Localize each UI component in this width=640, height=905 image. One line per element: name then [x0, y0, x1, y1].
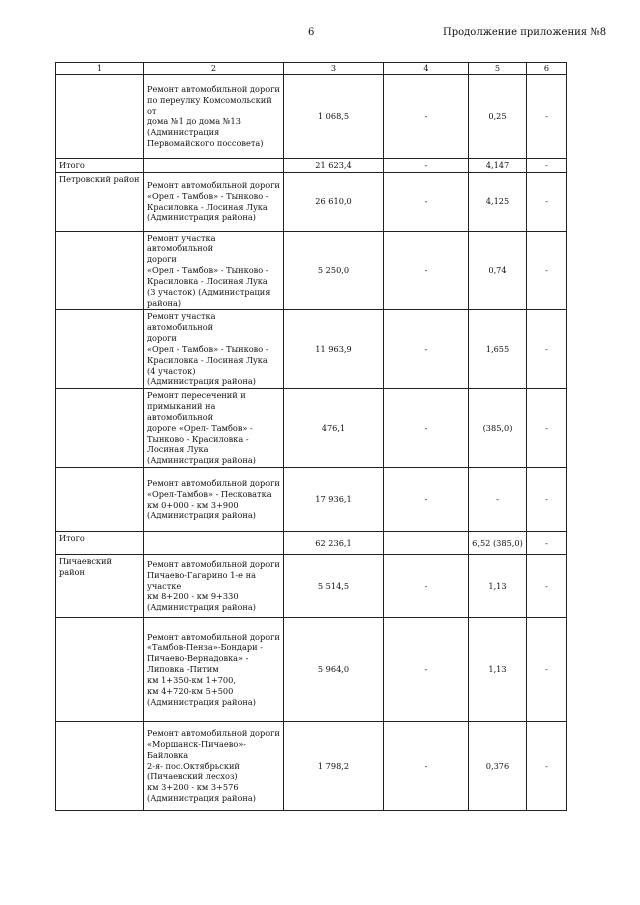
amount-cell: 21 623,4 [284, 158, 384, 172]
amount-cell: 1 068,5 [284, 74, 384, 158]
col6-cell: - [527, 468, 567, 532]
work-description-cell: Ремонт участка автомобильной дороги «Орел - Тамбов» - Тынково - Красиловка - Лосиная Лука (4 участок) (Администрация района) [144, 310, 284, 389]
district-cell [56, 231, 144, 310]
header-cell: 3 [284, 63, 384, 75]
table-row [56, 468, 567, 532]
work-description-cell: Ремонт автомобильной дороги Пичаево-Гагарино 1-е на участке км 8+200 - км 9+330 (Администрация района) [144, 555, 284, 618]
table-row [56, 389, 567, 468]
header-cell: 2 [144, 63, 284, 75]
table-row [56, 618, 567, 722]
table-row [56, 310, 567, 389]
district-cell: Петровский район [56, 172, 144, 231]
district-cell [56, 389, 144, 468]
work-description-cell: Ремонт автомобильной дороги «Орел - Тамбов» - Тынково - Красиловка - Лосиная Лука (Администрация района) [144, 172, 284, 231]
col6-cell: - [527, 158, 567, 172]
length-cell: 6,52 (385,0) [469, 532, 527, 555]
work-description-cell: Ремонт автомобильной дороги «Тамбов-Пенза»-Бондари - Пичаево-Вернадовка» - Липовка -Питим км 1+350-км 1+700, км 4+720-км 5+500 (Администрация района) [144, 618, 284, 722]
length-cell: 0,25 [469, 74, 527, 158]
col6-cell: - [527, 310, 567, 389]
header-cell: 5 [469, 63, 527, 75]
header-cell: 6 [527, 63, 567, 75]
district-cell [56, 468, 144, 532]
col4-cell [384, 532, 469, 555]
length-cell: 0,376 [469, 722, 527, 811]
col4-cell: - [384, 158, 469, 172]
col4-cell: - [384, 468, 469, 532]
amount-cell: 5 250,0 [284, 231, 384, 310]
table-row [56, 231, 567, 310]
table-row [56, 555, 567, 618]
amount-cell: 1 798,2 [284, 722, 384, 811]
header-cell: 4 [384, 63, 469, 75]
district-cell [56, 310, 144, 389]
district-cell: Итого [56, 532, 144, 555]
length-cell: 4,147 [469, 158, 527, 172]
col4-cell: - [384, 555, 469, 618]
col4-cell: - [384, 618, 469, 722]
col6-cell: - [527, 389, 567, 468]
work-description-cell [144, 532, 284, 555]
district-cell [56, 618, 144, 722]
amount-cell: 476,1 [284, 389, 384, 468]
work-description-cell: Ремонт автомобильной дороги по переулку Комсомольский от дома №1 до дома №13 (Администрация Первомайского поссовета) [144, 74, 284, 158]
page-number: 6 [308, 27, 315, 38]
col6-cell: - [527, 555, 567, 618]
length-cell: 1,13 [469, 618, 527, 722]
length-cell: 0,74 [469, 231, 527, 310]
col6-cell: - [527, 532, 567, 555]
col6-cell: - [527, 618, 567, 722]
work-description-cell [144, 158, 284, 172]
work-description-cell: Ремонт пересечений и примыканий на автомобильной дороге «Орел- Тамбов» - Тынково - Красиловка - Лосиная Лука (Администрация района) [144, 389, 284, 468]
appendix-continuation-title: Продолжение приложения №8 [443, 27, 607, 38]
appendix-table [55, 62, 567, 811]
col4-cell: - [384, 310, 469, 389]
table-row [56, 532, 567, 555]
col6-cell: - [527, 74, 567, 158]
amount-cell: 11 963,9 [284, 310, 384, 389]
amount-cell: 5 964,0 [284, 618, 384, 722]
district-cell: Итого [56, 158, 144, 172]
col6-cell: - [527, 231, 567, 310]
work-description-cell: Ремонт автомобильной дороги «Орел-Тамбов» - Песковатка км 0+000 - км 3+900 (Администрация района) [144, 468, 284, 532]
col4-cell: - [384, 74, 469, 158]
table-row [56, 74, 567, 158]
amount-cell: 17 936,1 [284, 468, 384, 532]
work-description-cell: Ремонт автомобильной дороги «Моршанск-Пичаево»-Байловка 2-я- пос.Октябрьский (Пичаевский лесхоз) км 3+200 - км 3+576 (Администрация района) [144, 722, 284, 811]
length-cell: - [469, 468, 527, 532]
col6-cell: - [527, 722, 567, 811]
table-row [56, 158, 567, 172]
length-cell: (385,0) [469, 389, 527, 468]
col4-cell: - [384, 231, 469, 310]
district-cell [56, 74, 144, 158]
col4-cell: - [384, 389, 469, 468]
table-row [56, 172, 567, 231]
district-cell: Пичаевский район [56, 555, 144, 618]
length-cell: 1,13 [469, 555, 527, 618]
amount-cell: 5 514,5 [284, 555, 384, 618]
table-row [56, 722, 567, 811]
district-cell [56, 722, 144, 811]
amount-cell: 62 236,1 [284, 532, 384, 555]
work-description-cell: Ремонт участка автомобильной дороги «Орел - Тамбов» - Тынково - Красиловка - Лосиная Лука (3 участок) (Администрация района) [144, 231, 284, 310]
length-cell: 1,655 [469, 310, 527, 389]
header-cell: 1 [56, 63, 144, 75]
col4-cell: - [384, 722, 469, 811]
table-header-row [56, 63, 567, 75]
length-cell: 4,125 [469, 172, 527, 231]
col4-cell: - [384, 172, 469, 231]
amount-cell: 26 610,0 [284, 172, 384, 231]
col6-cell: - [527, 172, 567, 231]
